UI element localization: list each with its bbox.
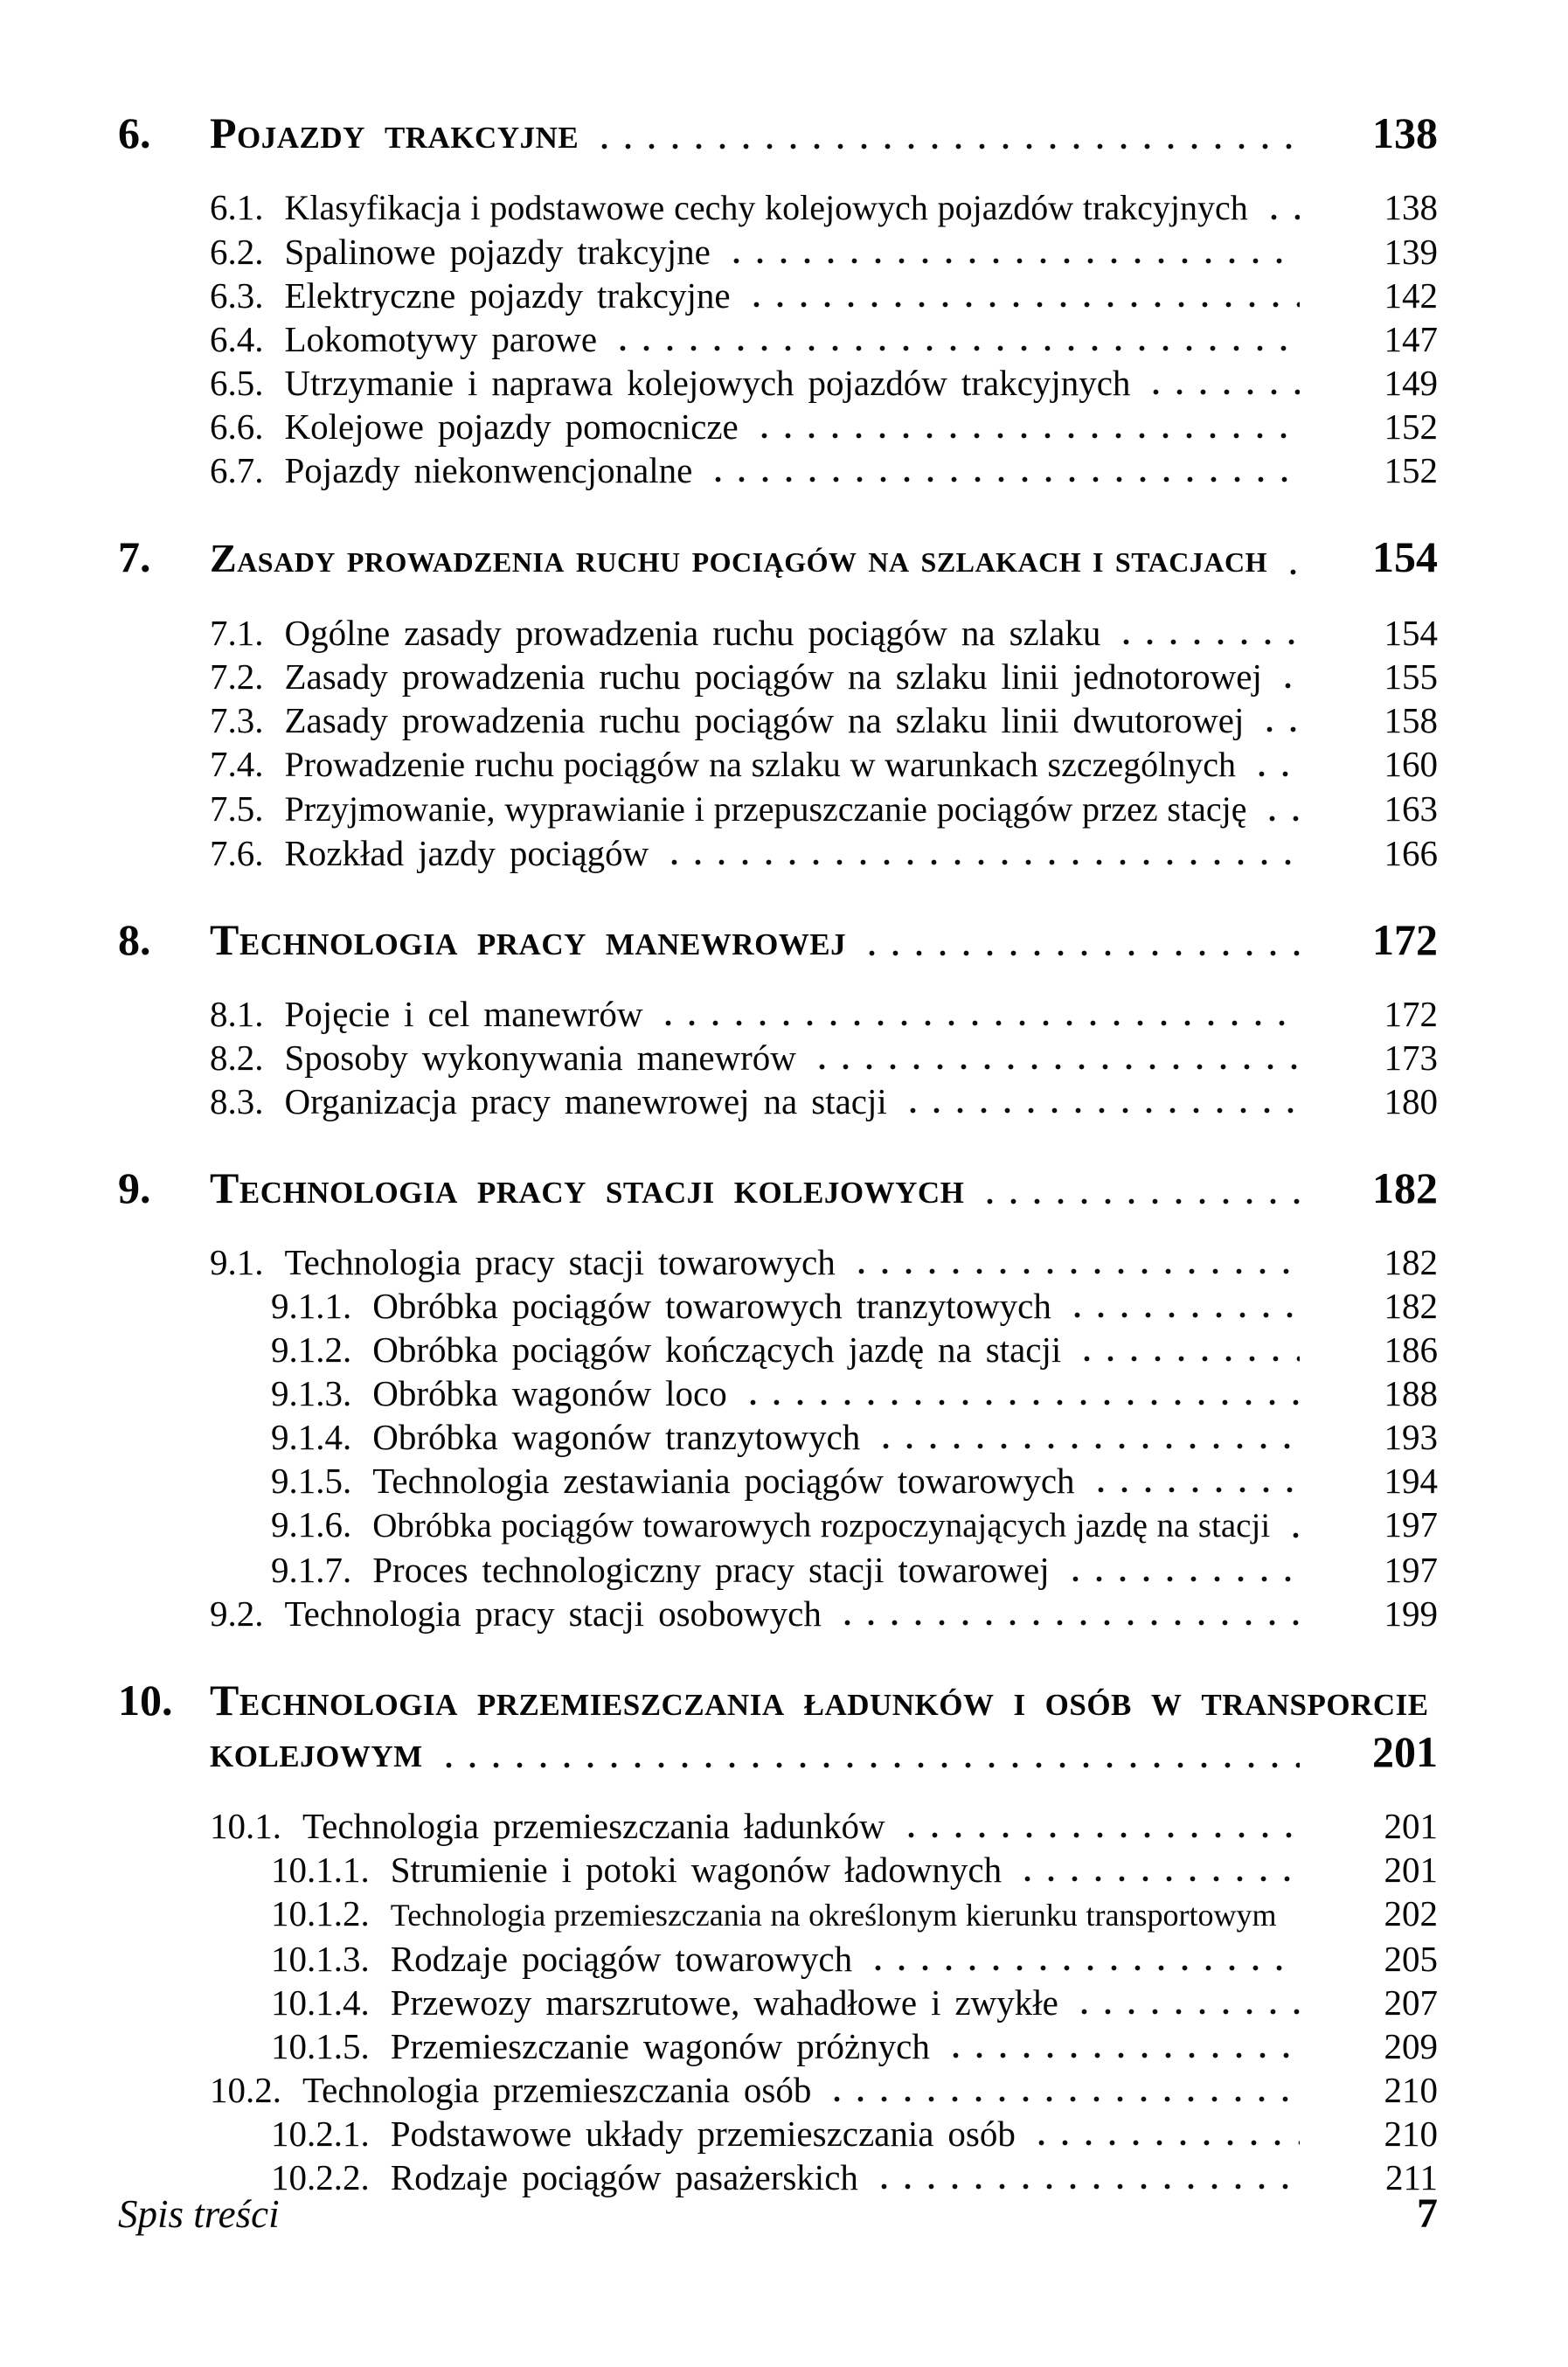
item-number: 9.1.2. bbox=[271, 1329, 352, 1370]
toc-item-row bbox=[118, 1548, 1438, 1592]
page-number: 197 bbox=[1384, 1504, 1438, 1544]
toc-item-row bbox=[118, 274, 1438, 317]
toc-items bbox=[118, 1804, 1438, 2199]
toc-item-row bbox=[118, 787, 1438, 831]
page-number: 152 bbox=[1384, 406, 1438, 447]
toc-section bbox=[118, 107, 1438, 492]
chapter-title-line2 bbox=[210, 1725, 1438, 1778]
toc-chapter-row bbox=[118, 1162, 1438, 1214]
item-number: 10.2.2. bbox=[271, 2157, 370, 2197]
chapter-title-block bbox=[210, 1162, 1438, 1214]
chapter-title: Technologia pracy stacji kolejowych bbox=[210, 1163, 965, 1212]
page-number: 149 bbox=[1384, 363, 1438, 403]
toc-items bbox=[118, 992, 1438, 1123]
item-title: Technologia przemieszczania ładunków bbox=[302, 1806, 885, 1846]
dot-leader bbox=[1260, 787, 1300, 831]
item-number: 7.1. bbox=[210, 613, 264, 653]
page-number: 211 bbox=[1385, 2157, 1438, 2197]
page-number: 154 bbox=[1384, 613, 1438, 653]
chapter-title-block bbox=[210, 531, 1438, 585]
dot-leader bbox=[1075, 1328, 1300, 1371]
item-number: 9.1.1. bbox=[271, 1286, 352, 1326]
chapter-title: Technologia przemieszczania ładunków i osób w transporcie bbox=[210, 1676, 1429, 1725]
item-title: Obróbka wagonów tranzytowych bbox=[372, 1417, 861, 1457]
dot-leader bbox=[1072, 1981, 1300, 2024]
item-number: 6.6. bbox=[210, 406, 264, 447]
toc-item-row bbox=[118, 230, 1438, 274]
item-number: 7.5. bbox=[210, 788, 264, 829]
item-number: 10.1.4. bbox=[271, 1982, 370, 2023]
dot-leader bbox=[1258, 698, 1300, 742]
item-number: 10.1.2. bbox=[271, 1893, 370, 1933]
dot-leader bbox=[437, 1725, 1300, 1778]
item-title: Rodzaje pociągów pasażerskich bbox=[390, 2157, 858, 2197]
page-number: 163 bbox=[1384, 788, 1438, 829]
page-number: 205 bbox=[1384, 1939, 1438, 1979]
page-number: 201 bbox=[1384, 1850, 1438, 1890]
item-title: Prowadzenie ruchu pociągów na szlaku w warunkach szczególnych bbox=[284, 745, 1237, 784]
toc-item-row bbox=[118, 1937, 1438, 1981]
toc-item-row bbox=[118, 1459, 1438, 1503]
dot-leader bbox=[1262, 185, 1300, 230]
toc-section bbox=[118, 1162, 1438, 1635]
page-number: 158 bbox=[1384, 700, 1438, 740]
item-number: 9.1.3. bbox=[271, 1373, 352, 1413]
page-number: 172 bbox=[1384, 994, 1438, 1034]
toc-item-row bbox=[118, 1848, 1438, 1892]
item-title: Przemieszczanie wagonów próżnych bbox=[390, 2026, 930, 2066]
page-number: 182 bbox=[1384, 1286, 1438, 1326]
item-number: 7.2. bbox=[210, 656, 264, 697]
item-number: 6.3. bbox=[210, 275, 264, 316]
item-title: Obróbka wagonów loco bbox=[372, 1373, 727, 1413]
dot-leader bbox=[944, 2024, 1300, 2068]
page-number: 155 bbox=[1384, 656, 1438, 697]
page-number: 173 bbox=[1384, 1038, 1438, 1078]
toc-section bbox=[118, 1674, 1438, 2199]
page-number: 201 bbox=[1384, 1806, 1438, 1846]
item-number: 8.2. bbox=[210, 1038, 264, 1078]
toc-chapter-row bbox=[118, 107, 1438, 159]
toc-items bbox=[118, 1240, 1438, 1635]
item-number: 9.1.6. bbox=[271, 1504, 352, 1544]
page-footer bbox=[118, 2190, 1438, 2238]
toc-item-row bbox=[118, 2024, 1438, 2068]
item-title: Organizacja pracy manewrowej na stacji bbox=[284, 1081, 887, 1121]
toc-item-row bbox=[118, 2112, 1438, 2155]
dot-leader bbox=[825, 2068, 1300, 2112]
item-number: 6.2. bbox=[210, 232, 264, 272]
page-number: 186 bbox=[1384, 1329, 1438, 1370]
chapter-title-line bbox=[210, 1162, 1438, 1214]
item-title: Przewozy marszrutowe, wahadłowe i zwykłe bbox=[390, 1982, 1058, 2023]
page-number: 209 bbox=[1384, 2026, 1438, 2066]
dot-leader bbox=[874, 1415, 1300, 1459]
item-title: Obróbka pociągów towarowych tranzytowych bbox=[372, 1286, 1051, 1326]
item-title: Pojęcie i cel manewrów bbox=[284, 994, 643, 1034]
dot-leader bbox=[899, 1804, 1300, 1848]
page-number: 202 bbox=[1384, 1893, 1438, 1933]
page-number: 152 bbox=[1384, 450, 1438, 490]
chapter-number: 7. bbox=[118, 532, 151, 581]
chapter-page-number: 182 bbox=[1372, 1163, 1438, 1212]
dot-leader bbox=[850, 1240, 1300, 1284]
dot-leader bbox=[1276, 655, 1300, 698]
item-title: Kolejowe pojazdy pomocnicze bbox=[284, 406, 739, 447]
chapter-title: Pojazdy trakcyjne bbox=[210, 108, 579, 157]
item-title: Utrzymanie i naprawa kolejowych pojazdów trakcyjnych bbox=[284, 363, 1131, 403]
page-number: 197 bbox=[1384, 1550, 1438, 1590]
dot-leader bbox=[706, 448, 1300, 492]
dot-leader bbox=[1281, 531, 1300, 585]
dot-leader bbox=[1064, 1548, 1300, 1592]
page-number: 188 bbox=[1384, 1373, 1438, 1413]
toc-item-row bbox=[118, 992, 1438, 1036]
dot-leader bbox=[725, 230, 1300, 274]
toc-section bbox=[118, 531, 1438, 875]
dot-leader bbox=[860, 913, 1300, 966]
item-number: 9.1. bbox=[210, 1242, 264, 1282]
chapter-number: 6. bbox=[118, 108, 151, 157]
item-number: 9.1.4. bbox=[271, 1417, 352, 1457]
item-number: 9.2. bbox=[210, 1593, 264, 1634]
dot-leader bbox=[1144, 361, 1300, 405]
toc-item-row bbox=[118, 1415, 1438, 1459]
item-title: Strumienie i potoki wagonów ładownych bbox=[390, 1850, 1003, 1890]
item-title: Sposoby wykonywania manewrów bbox=[284, 1038, 796, 1078]
chapter-title-block bbox=[210, 1675, 1438, 1778]
dot-leader bbox=[611, 317, 1300, 361]
chapter-page-number: 154 bbox=[1372, 532, 1438, 581]
item-title: Podstawowe układy przemieszczania osób bbox=[390, 2114, 1016, 2154]
item-title: Lokomotywy parowe bbox=[284, 319, 598, 359]
chapter-title-continued: kolejowym bbox=[210, 1727, 423, 1776]
toc-item-row bbox=[118, 1284, 1438, 1328]
chapter-title-block bbox=[210, 107, 1438, 159]
page-number: 210 bbox=[1384, 2070, 1438, 2110]
dot-leader bbox=[656, 992, 1300, 1036]
footer-page-number: 7 bbox=[1417, 2190, 1438, 2237]
toc-item-row bbox=[118, 185, 1438, 230]
page-number: 147 bbox=[1384, 319, 1438, 359]
chapter-title: Zasady prowadzenia ruchu pociągów na szlakach i stacjach bbox=[210, 536, 1268, 580]
page-number: 142 bbox=[1384, 275, 1438, 316]
item-number: 6.5. bbox=[210, 363, 264, 403]
toc-chapter-row bbox=[118, 913, 1438, 966]
chapter-title-line bbox=[210, 531, 1438, 585]
chapter-title: Technologia pracy manewrowej bbox=[210, 915, 847, 964]
chapter-page-number: 172 bbox=[1372, 915, 1438, 964]
item-title: Obróbka pociągów towarowych rozpoczynających jazdę na stacji bbox=[372, 1507, 1271, 1544]
dot-leader bbox=[663, 831, 1300, 875]
item-number: 6.4. bbox=[210, 319, 264, 359]
page-number: 210 bbox=[1384, 2114, 1438, 2154]
page-number: 160 bbox=[1384, 744, 1438, 784]
chapter-title-block bbox=[210, 913, 1438, 966]
item-number: 7.3. bbox=[210, 700, 264, 740]
toc-item-row bbox=[118, 831, 1438, 875]
item-number: 8.3. bbox=[210, 1081, 264, 1121]
dot-leader bbox=[1250, 742, 1300, 787]
item-number: 10.1.3. bbox=[271, 1939, 370, 1979]
toc-item-row bbox=[118, 698, 1438, 742]
chapter-number: 10. bbox=[118, 1676, 173, 1725]
toc-item-row bbox=[118, 1079, 1438, 1123]
dot-leader bbox=[1089, 1459, 1300, 1503]
chapter-title-line bbox=[210, 913, 1438, 966]
page-number: 138 bbox=[1384, 187, 1438, 227]
toc-section bbox=[118, 913, 1438, 1123]
toc-item-row bbox=[118, 742, 1438, 787]
toc-item-row bbox=[118, 1240, 1438, 1284]
toc-item-row bbox=[118, 1503, 1438, 1548]
page-number: 194 bbox=[1384, 1461, 1438, 1501]
item-title: Technologia zestawiania pociągów towarowych bbox=[372, 1461, 1075, 1501]
item-title: Elektryczne pojazdy trakcyjne bbox=[284, 275, 731, 316]
item-number: 7.6. bbox=[210, 833, 264, 873]
item-title: Technologia przemieszczania na określonym kierunku transportowym bbox=[390, 1898, 1277, 1933]
dot-leader bbox=[901, 1079, 1300, 1123]
toc-list bbox=[118, 107, 1438, 2199]
toc-chapter-row bbox=[118, 531, 1438, 585]
chapter-page-number: 138 bbox=[1372, 108, 1438, 157]
item-title: Technologia pracy stacji osobowych bbox=[284, 1593, 822, 1634]
toc-item-row bbox=[118, 1328, 1438, 1371]
dot-leader bbox=[745, 274, 1300, 317]
toc-item-row bbox=[118, 317, 1438, 361]
item-title: Zasady prowadzenia ruchu pociągów na szlaku linii dwutorowej bbox=[284, 700, 1245, 740]
item-number: 10.2. bbox=[210, 2070, 281, 2110]
toc-item-row bbox=[118, 1592, 1438, 1635]
dot-leader bbox=[593, 107, 1300, 159]
item-title: Zasady prowadzenia ruchu pociągów na szlaku linii jednotorowej bbox=[284, 656, 1262, 697]
dot-leader bbox=[1284, 1503, 1300, 1548]
toc-items bbox=[118, 611, 1438, 875]
item-title: Obróbka pociągów kończących jazdę na stacji bbox=[372, 1329, 1062, 1370]
item-title: Przyjmowanie, wyprawianie i przepuszczanie pociągów przez stację bbox=[284, 789, 1247, 829]
toc-item-row bbox=[118, 611, 1438, 655]
toc-item-row bbox=[118, 1804, 1438, 1848]
item-number: 10.2.1. bbox=[271, 2114, 370, 2154]
dot-leader bbox=[1065, 1284, 1300, 1328]
dot-leader bbox=[866, 1937, 1300, 1981]
toc-item-row bbox=[118, 1036, 1438, 1079]
dot-leader bbox=[978, 1162, 1300, 1214]
dot-leader bbox=[1016, 1848, 1300, 1892]
item-number: 10.1.5. bbox=[271, 2026, 370, 2066]
item-title: Proces technologiczny pracy stacji towarowej bbox=[372, 1550, 1050, 1590]
page-number: 199 bbox=[1384, 1593, 1438, 1634]
item-title: Technologia przemieszczania osób bbox=[302, 2070, 812, 2110]
item-title: Rodzaje pociągów towarowych bbox=[390, 1939, 853, 1979]
item-title: Technologia pracy stacji towarowych bbox=[284, 1242, 836, 1282]
page-number: 193 bbox=[1384, 1417, 1438, 1457]
toc-item-row bbox=[118, 655, 1438, 698]
toc-item-row bbox=[118, 448, 1438, 492]
toc-item-row bbox=[118, 405, 1438, 448]
item-number: 9.1.7. bbox=[271, 1550, 352, 1590]
dot-leader bbox=[1291, 1892, 1301, 1937]
toc-item-row bbox=[118, 1981, 1438, 2024]
toc-chapter-row bbox=[118, 1674, 1438, 1778]
dot-leader bbox=[836, 1592, 1300, 1635]
item-number: 6.7. bbox=[210, 450, 264, 490]
item-number: 10.1.1. bbox=[271, 1850, 370, 1890]
item-number: 6.1. bbox=[210, 187, 264, 227]
chapter-title-line bbox=[210, 107, 1438, 159]
toc-item-row bbox=[118, 1892, 1438, 1937]
item-title: Klasyfikacja i podstawowe cechy kolejowych pojazdów trakcyjnych bbox=[284, 188, 1248, 227]
page-number: 182 bbox=[1384, 1242, 1438, 1282]
page-number: 139 bbox=[1384, 232, 1438, 272]
item-number: 7.4. bbox=[210, 744, 264, 784]
toc-item-row bbox=[118, 1371, 1438, 1415]
item-title: Spalinowe pojazdy trakcyjne bbox=[284, 232, 711, 272]
item-title: Rozkład jazdy pociągów bbox=[284, 833, 649, 873]
page-number: 207 bbox=[1384, 1982, 1438, 2023]
footer-section-label: Spis treści bbox=[118, 2192, 280, 2236]
item-number: 8.1. bbox=[210, 994, 264, 1034]
dot-leader bbox=[1114, 611, 1300, 655]
dot-leader bbox=[753, 405, 1300, 448]
item-title: Pojazdy niekonwencjonalne bbox=[284, 450, 693, 490]
page-number: 166 bbox=[1384, 833, 1438, 873]
toc-item-row bbox=[118, 2068, 1438, 2112]
toc-item-row bbox=[118, 361, 1438, 405]
chapter-number: 8. bbox=[118, 915, 151, 964]
item-number: 10.1. bbox=[210, 1806, 281, 1846]
chapter-number: 9. bbox=[118, 1163, 151, 1212]
toc-items bbox=[118, 185, 1438, 492]
item-title: Ogólne zasady prowadzenia ruchu pociągów na szlaku bbox=[284, 613, 1101, 653]
chapter-page-number: 201 bbox=[1372, 1727, 1438, 1776]
dot-leader bbox=[741, 1371, 1300, 1415]
dot-leader bbox=[1030, 2112, 1300, 2155]
dot-leader bbox=[810, 1036, 1300, 1079]
item-number: 9.1.5. bbox=[271, 1461, 352, 1501]
page-number: 180 bbox=[1384, 1081, 1438, 1121]
